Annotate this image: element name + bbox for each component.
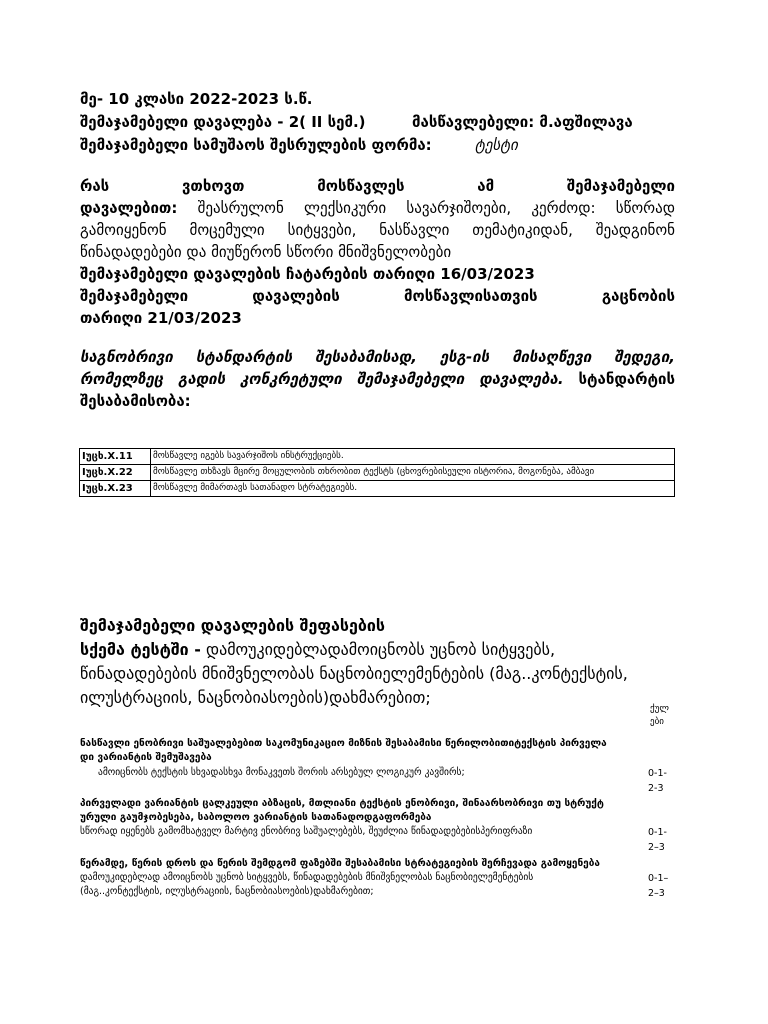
table-row <box>80 481 675 497</box>
standard-intro-rest: სტანდარტის <box>563 370 675 388</box>
inform-word: შემაჯამებელი <box>80 287 189 305</box>
class-year: მე- 10 კლასი 2022-2023 ს.წ. <box>80 90 313 108</box>
req-word: ამ <box>477 177 495 195</box>
criterion-item-line: დამოუკიდებლად ამოიცნობს უცნობ სიტყვებს, წინადადებების მნიშვნელობას ნაცნობიელემენტების <box>80 872 534 883</box>
score-line: 0-1- <box>648 768 667 779</box>
standard-intro-line-2 <box>80 368 675 390</box>
criterion-heading-line: წერამდე, წერის დროს და წერის შემდგომ ფაზებში შესაბამისი სტრატეგიების შერჩევადა გამოყენება <box>80 858 600 869</box>
standard-intro-italic: რომელზეც გადის კონკრეტული შემაჯამებელი დავალება. <box>80 370 564 388</box>
form-label: შემაჯამებელი სამუშაოს შესრულების ფორმა: <box>80 136 432 154</box>
conduct-date: შემაჯამებელი დავალების ჩატარების თარიღი 16/03/2023 <box>80 265 535 283</box>
inform-date: თარიღი 21/03/2023 <box>80 309 242 327</box>
scores-header-line: ები <box>650 717 664 727</box>
criterion-item <box>80 871 640 899</box>
scheme-text: დამოუკიდებლადამოიცნობს უცნობ სიტყვებს, <box>200 640 556 659</box>
criterion-heading <box>80 737 650 765</box>
score-line: 0-1- <box>648 827 667 838</box>
score-line: 2–3 <box>648 842 665 853</box>
standard-text: მოსწავლე იგებს სავარჯიშოს ინსტრუქციებს. <box>151 449 675 465</box>
table-row <box>80 465 675 481</box>
score-line: 0-1– <box>648 873 669 884</box>
req-text: შეასრულონ ლექსიკური სავარჯიშოები, კერძოდ: სწორად <box>197 199 675 217</box>
inform-word: მოსწავლისათვის <box>404 287 538 305</box>
score-line: 2–3 <box>648 888 665 899</box>
inform-word: დავალების <box>252 287 340 305</box>
req-word: შემაჯამებელი <box>566 177 675 195</box>
criterion-item: სწორად იყენებს გამომხატველ მარტივ ენობრივ საშუალებებს, შეუძლია წინადადებებისპერიფრაზი <box>80 826 533 837</box>
scheme-line-2: წინადადებების მნიშვნელობას ნაცნობიელემენტების (მაგ..კონტექსტის, <box>80 664 628 683</box>
criterion-heading-line: პირველადი ვარიანტის ცალკეული აბზაცის, მთლიანი ტექსტის ენობრივი, შინაარსობრივი თუ სტრუქტ <box>80 798 604 809</box>
criterion-heading <box>80 857 650 871</box>
form-value: ტესტი <box>475 136 518 154</box>
requirements-line-2 <box>80 197 675 219</box>
table-row <box>80 449 675 465</box>
scheme-line-3: ილუსტრაციის, ნაცნობიასოების)დახმარებით; <box>80 688 431 707</box>
criterion-heading-line: ნასწავლი ენობრივი საშუალებებით საკომუნიკაციო მიზნის შესაბამისი წერილობითიტექსტის პირველა <box>80 738 607 749</box>
scheme-title: შემაჯამებელი დავალების შეფასების <box>80 616 385 635</box>
req-word: მოსწავლეს <box>317 177 405 195</box>
requirements-line-4: წინადადებები და მიუწერონ სწორი მნიშვნელობები <box>80 243 452 261</box>
standard-text: მოსწავლე თხზავს მცირე მოცულობის თხრობით ტექსტს (ცხოვრებისეული ისტორია, მოგონება, ამბავი <box>151 465 675 481</box>
criterion-item-line: (მაგ..კონტექსტის, ილუსტრაციის, ნაცნობიასოების)დახმარებით; <box>80 886 374 897</box>
standard-text: მოსწავლე მიმართავს სათანადო სტრატეგიებს. <box>151 481 675 497</box>
scheme-line-1 <box>80 638 680 662</box>
assessment-label: შემაჯამებელი დავალება - 2( II სემ.) <box>80 113 366 131</box>
teacher-name: მასწავლებელი: მ.აფშილავა <box>412 113 633 131</box>
scores-header-line: ქულ <box>650 704 669 714</box>
scheme-label: სქემა ტესტში - <box>80 640 201 659</box>
inform-word: გაცნობის <box>601 287 675 305</box>
scores-header <box>650 703 680 729</box>
req-word: რას <box>80 177 110 195</box>
requirements-line-1 <box>80 175 675 197</box>
standard-intro-line-3: შესაბამისობა: <box>80 392 191 410</box>
score-line: 2-3 <box>648 783 664 794</box>
criterion-score <box>648 766 678 796</box>
requirements-line-3: გამოიყენონ მოცემული სიტყვები, ნასწავლი თემატიკიდან, შეადგინონ <box>80 221 675 239</box>
standard-code: Iუცხ.X.23 <box>80 481 151 497</box>
criterion-heading-line: ურული გაუმჯობესება, საბოლოო ვარიანტის სათანადოდგაფორმება <box>80 812 432 823</box>
criterion-heading-line: დი ვარიანტის შემუშავება <box>80 752 212 763</box>
standard-code: Iუცხ.X.22 <box>80 465 151 481</box>
criterion-item: ამოიცნობს ტექსტის სხვადასხვა მონაკვეთს შორის არსებულ ლოგიკურ კავშირს; <box>98 767 465 778</box>
criterion-heading <box>80 797 650 825</box>
standards-table <box>79 448 675 497</box>
criterion-score <box>648 871 678 901</box>
standard-intro-line-1: საგნობრივი სტანდარტის შესაბამისად, ესგ-ის მისაღწევი შედეგი, <box>80 348 675 366</box>
standard-code: Iუცხ.X.11 <box>80 449 151 465</box>
req-word: ვთხოვთ <box>181 177 245 195</box>
inform-line <box>80 285 675 307</box>
req-label: დავალებით: <box>80 199 178 217</box>
criterion-score <box>648 825 678 855</box>
